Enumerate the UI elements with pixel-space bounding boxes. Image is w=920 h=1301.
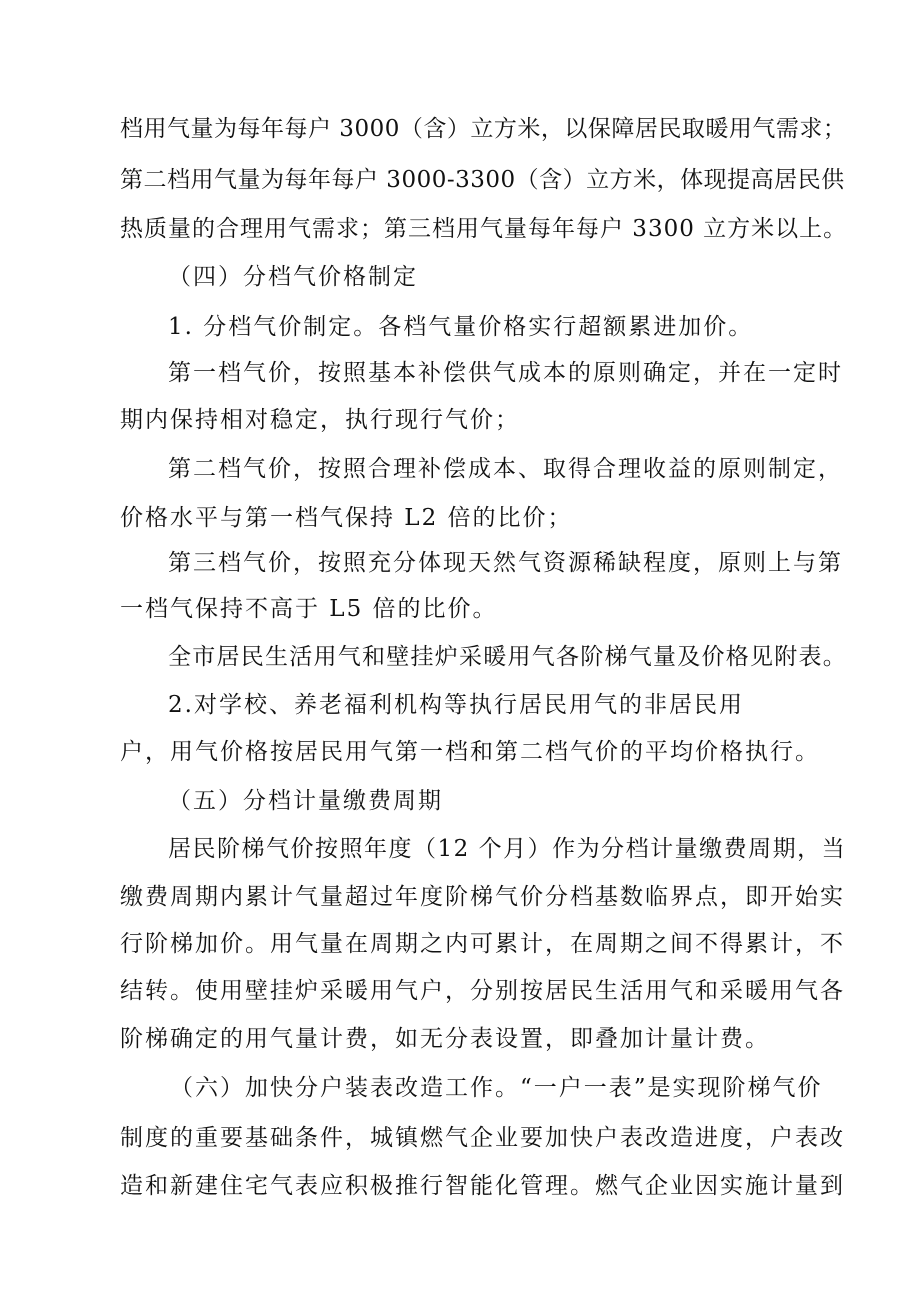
paragraph-line: 缴费周期内累计气量超过年度阶梯气价分档基数临界点，即开始实 (120, 884, 845, 910)
paragraph-line: 结转。使用壁挂炉采暖用气户，分别按居民生活用气和采暖用气各 (120, 978, 845, 1004)
paragraph-line: 居民阶梯气价按照年度（12 个月）作为分档计量缴费周期，当 (168, 836, 847, 862)
paragraph-line: 户，用气价格按居民用气第一档和第二档气价的平均价格执行。 (120, 739, 820, 765)
paragraph-line: 造和新建住宅气表应积极推行智能化管理。燃气企业因实施计量到 (120, 1173, 845, 1199)
paragraph-line: 价格水平与第一档气保持 L2 倍的比价； (120, 505, 573, 531)
paragraph-line: 期内保持相对稳定，执行现行气价； (120, 407, 520, 433)
paragraph-line: 行阶梯加价。用气量在周期之内可累计，在周期之间不得累计，不 (120, 931, 845, 957)
paragraph-line: 热质量的合理用气需求；第三档用气量每年每户 3300 立方米以上。 (120, 216, 848, 242)
paragraph-line: 全市居民生活用气和壁挂炉采暖用气各阶梯气量及价格见附表。 (168, 644, 847, 670)
paragraph-line: 制度的重要基础条件，城镇燃气企业要加快户表改造进度，户表改 (120, 1125, 845, 1151)
paragraph-line: 一档气保持不高于 L5 倍的比价。 (120, 596, 498, 622)
paragraph-line: 1. 分档气价制定。各档气量价格实行超额累进加价。 (168, 314, 754, 340)
paragraph-line: 第二档气价，按照合理补偿成本、取得合理收益的原则制定， (168, 456, 843, 482)
section-heading: （四）分档气价格制定 (168, 264, 418, 290)
paragraph-line: 第一档气价，按照基本补偿供气成本的原则确定，并在一定时 (168, 360, 843, 386)
paragraph-line: 档用气量为每年每户 3000（含）立方米，以保障居民取暖用气需求； (120, 116, 847, 142)
section-heading: （五）分档计量缴费周期 (168, 788, 443, 814)
paragraph-line: 第二档用气量为每年每户 3000-3300（含）立方米，体现提高居民供 (120, 167, 845, 193)
section-heading: （六）加快分户装表改造工作。“一户一表”是实现阶梯气价 (170, 1075, 823, 1101)
paragraph-line: 2.对学校、养老福利机构等执行居民用气的非居民用 (168, 692, 744, 718)
paragraph-line: 第三档气价，按照充分体现天然气资源稀缺程度，原则上与第 (168, 550, 843, 576)
paragraph-line: 阶梯确定的用气量计费，如无分表设置，即叠加计量计费。 (120, 1026, 770, 1052)
